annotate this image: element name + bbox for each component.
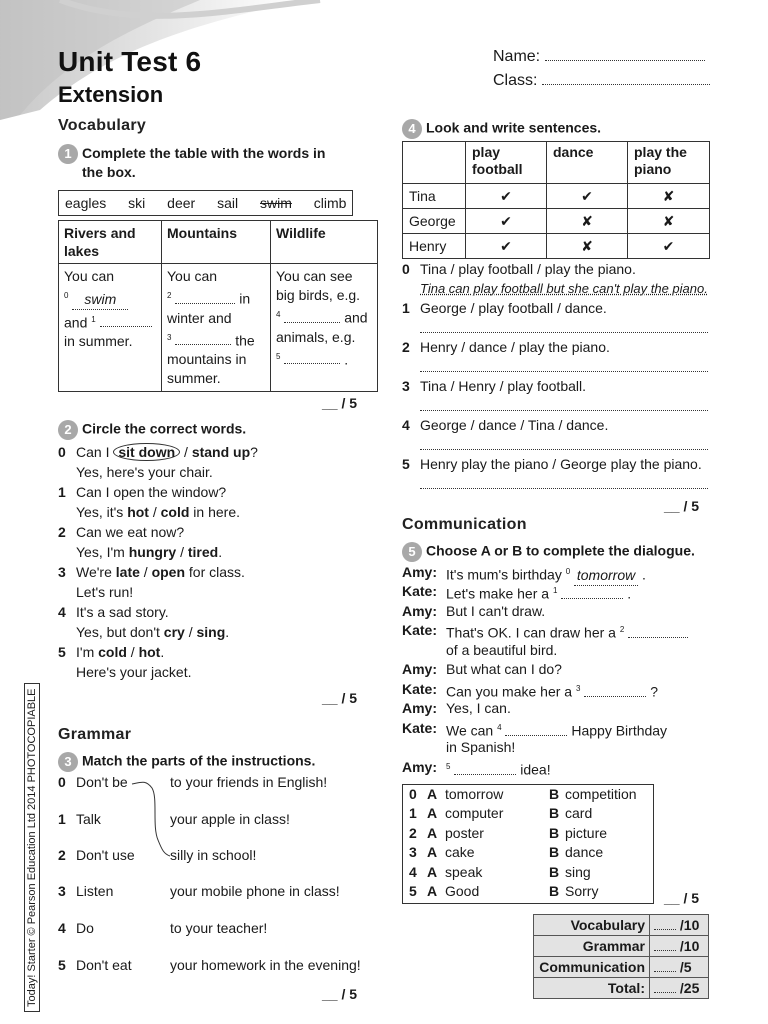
word-option[interactable]: sing [196,624,226,640]
match-left-item[interactable]: 4 Do [58,920,94,936]
table-cell: You can see big birds, e.g. $^4$ and animals, e.g. $^5$ . [271,264,378,392]
word-crossed: swim [260,195,292,211]
word: deer [167,195,196,211]
ex1-instruction-text: Complete the table with the words in the box. [82,145,326,180]
ex2-number-badge: 2 [58,420,78,440]
answer-line[interactable] [420,433,708,450]
option-b[interactable]: Sorry [565,883,599,899]
ex3-number-badge: 3 [58,752,78,772]
word-option[interactable]: stand up [191,444,251,460]
table-header: Wildlife [271,221,378,264]
ex2-score: __ / 5 [322,690,358,706]
list-item: 0 Can I sit down / stand up? Yes, here's your chair. [58,444,258,480]
example-answer: Tina can play football but she can't play the piano. [420,281,708,296]
match-left-item[interactable]: 3 Listen [58,883,114,899]
word-option[interactable]: open [151,564,186,580]
option-b[interactable]: dance [565,844,604,860]
vocabulary-heading: Vocabulary [58,117,147,134]
word-option[interactable]: cold [98,644,127,660]
word-option[interactable]: tired [187,544,219,560]
answer-line[interactable] [420,355,708,372]
page-subtitle: Extension [58,82,164,107]
copyright-side-text: Today! Starter © Pearson Education Ltd 2014 PHOTOCOPIABLE [24,683,40,1012]
table-cell: Tina [403,184,466,209]
option-row: B Sorry [549,883,599,899]
table-header: dance [547,142,628,184]
option-row: B picture [549,825,608,841]
ex1-number-badge: 1 [58,144,78,164]
ex5-score: __ / 5 [664,890,700,906]
option-a[interactable]: computer [445,805,504,821]
ex4-instruction [402,119,601,139]
grammar-heading: Grammar [58,726,132,743]
list-item: 5 I'm cold / hot. Here's your jacket. [58,644,192,680]
sentence-prompt: 5 Henry play the piano / George play the piano. [402,456,702,472]
word-option[interactable]: cry [163,624,185,640]
ex4-number-badge: 4 [402,119,422,139]
answer-blank[interactable] [628,637,688,638]
table-header: play the piano [628,142,710,184]
ex5-instruction [402,542,695,562]
list-item: 1 Can I open the window? Yes, it's hot / cold in here. [58,484,240,520]
match-right-item[interactable]: your mobile phone in class! [170,883,340,899]
answer-blank[interactable] [284,363,340,364]
circled-word[interactable]: sit down [113,443,180,461]
options-box [402,784,654,904]
table-cell: ✔ [466,234,547,259]
word-option[interactable]: late [115,564,140,580]
vocabulary-table [58,220,378,392]
table-header: Rivers and lakes [59,221,162,264]
table-cell: ✔ [628,234,710,259]
table-row [403,184,710,209]
ex2-list [58,442,378,682]
option-row: 1 A computer [409,805,504,821]
table-header: play football [466,142,547,184]
table-row [534,957,709,978]
ex1-instruction [58,144,358,182]
table-cell: ✔ [547,184,628,209]
ability-table [402,141,710,259]
option-row: 4 A speak [409,864,483,880]
option-row: 0 A tomorrow [409,786,504,802]
sentence-prompt: 0 Tina / play football / play the piano. [402,261,636,277]
table-cell: ✔ [466,184,547,209]
score-value: /10 [650,936,709,957]
list-item: 2 Can we eat now? Yes, I'm hungry / tired. [58,524,223,560]
score-label: Vocabulary [534,915,650,936]
score-value: /25 [650,978,709,999]
table-header [403,142,466,184]
match-left-item[interactable]: 5 Don't eat [58,957,132,973]
score-label: Total: [534,978,650,999]
ex3-instruction-text: Match the parts of the instructions. [82,752,316,769]
word-option[interactable]: hungry [128,544,177,560]
name-field[interactable] [493,48,705,66]
score-value: /10 [650,915,709,936]
match-left-item[interactable]: 1 Talk [58,811,101,827]
answer-blank[interactable] [561,598,623,599]
option-b[interactable]: competition [565,786,637,802]
word: eagles [65,195,107,211]
word-option[interactable]: cold [160,504,190,520]
answer-line[interactable] [420,472,708,489]
table-cell: You can $^2$ in winter and $^3$ the mountains in summer. [162,264,271,392]
sentence-prompt: 2 Henry / dance / play the piano. [402,339,610,355]
option-b[interactable]: sing [565,864,591,880]
class-field[interactable] [493,72,710,90]
option-row: B card [549,805,593,821]
option-a[interactable]: cake [445,844,475,860]
match-right-item[interactable]: your homework in the evening! [170,957,361,973]
answer-blank[interactable] [454,774,516,775]
answer-blank[interactable] [584,696,646,697]
answer-blank[interactable] [505,735,567,736]
list-item: 4 It's a sad story. Yes, but don't cry / sing. [58,604,230,640]
table-row [403,234,710,259]
table-row [403,209,710,234]
answer-blank[interactable] [284,322,340,323]
match-right-item[interactable]: your apple in class! [170,811,290,827]
option-row: B sing [549,864,591,880]
dialogue: Amy: It's mum's birthday $^0$ tomorrow . Kate: Let's make her a $^1$ . Amy: But I can't draw. Kate: That's OK. I can draw her a $^2$ of a beautiful bird. Amy: But what can I do? Kate: Can you make her a $^3$ ? Amy: Yes, I can. Kate: We can $^4$ Happy Birthday in Spanish! Amy: $^5$ idea! [402,562,712,778]
option-b[interactable]: picture [565,825,608,841]
table-cell: ✘ [628,209,710,234]
word-box [58,190,353,216]
class-label: Class: [493,72,538,89]
match-right-item[interactable]: to your teacher! [170,920,268,936]
option-row: B competition [549,786,637,802]
option-a[interactable]: poster [445,825,484,841]
option-row: 2 A poster [409,825,484,841]
table-cell: ✘ [547,209,628,234]
score-value: /5 [650,957,709,978]
table-cell: ✘ [628,184,710,209]
table-row [534,915,709,936]
answer-0: tomorrow [574,565,638,586]
ex5-number-badge: 5 [402,542,422,562]
match-right-item[interactable]: to your friends in English! [170,774,328,790]
option-a[interactable]: speak [445,864,483,880]
ex4-score: __ / 5 [664,498,700,514]
answer-blank[interactable] [100,326,152,327]
table-row [534,978,709,999]
word: ski [128,195,146,211]
ex3-score: __ / 5 [322,986,358,1002]
option-row: 5 A Good [409,883,480,899]
score-label: Communication [534,957,650,978]
table-cell: George [403,209,466,234]
name-label: Name: [493,48,541,65]
table-header: Mountains [162,221,271,264]
communication-heading: Communication [402,516,527,533]
answer-blank[interactable] [175,344,231,345]
match-left-item[interactable]: 2 Don't use [58,847,135,863]
option-a[interactable]: Good [445,883,480,899]
table-row [534,936,709,957]
ex2-instruction-text: Circle the correct words. [82,420,247,437]
page-title: Unit Test 6 [58,46,202,77]
ex4-instruction-text: Look and write sentences. [426,119,602,136]
table-cell: ✘ [547,234,628,259]
word-option[interactable]: hot [138,644,161,660]
table-cell: You can $^0$ swim and $^1$ in summer. [59,264,162,392]
score-summary [533,914,709,999]
sentence-prompt: 1 George / play football / dance. [402,300,607,316]
answer-blank[interactable] [175,303,235,304]
word: climb [313,195,347,211]
score-label: Grammar [534,936,650,957]
option-b[interactable]: card [565,805,593,821]
ex1-score: __ / 5 [322,395,358,411]
match-left-item[interactable]: 0 Don't be [58,774,128,790]
option-row: B dance [549,844,604,860]
answer-line[interactable] [420,394,708,411]
ex2-instruction [58,420,246,440]
option-row: 3 A cake [409,844,475,860]
ex5-instruction-text: Choose A or B to complete the dialogue. [426,542,695,559]
sentence-prompt: 4 George / dance / Tina / dance. [402,417,609,433]
table-cell: Henry [403,234,466,259]
table-cell: ✔ [466,209,547,234]
answer-line[interactable] [420,316,708,333]
sentence-prompt: 3 Tina / Henry / play football. [402,378,587,394]
ex3-instruction [58,752,315,772]
option-a[interactable]: tomorrow [445,786,504,802]
word: sail [217,195,239,211]
match-right-item[interactable]: silly in school! [170,847,257,863]
word-option[interactable]: hot [127,504,149,520]
answer-0: swim [72,290,128,310]
list-item: 3 We're late / open for class. Let's run! [58,564,245,600]
